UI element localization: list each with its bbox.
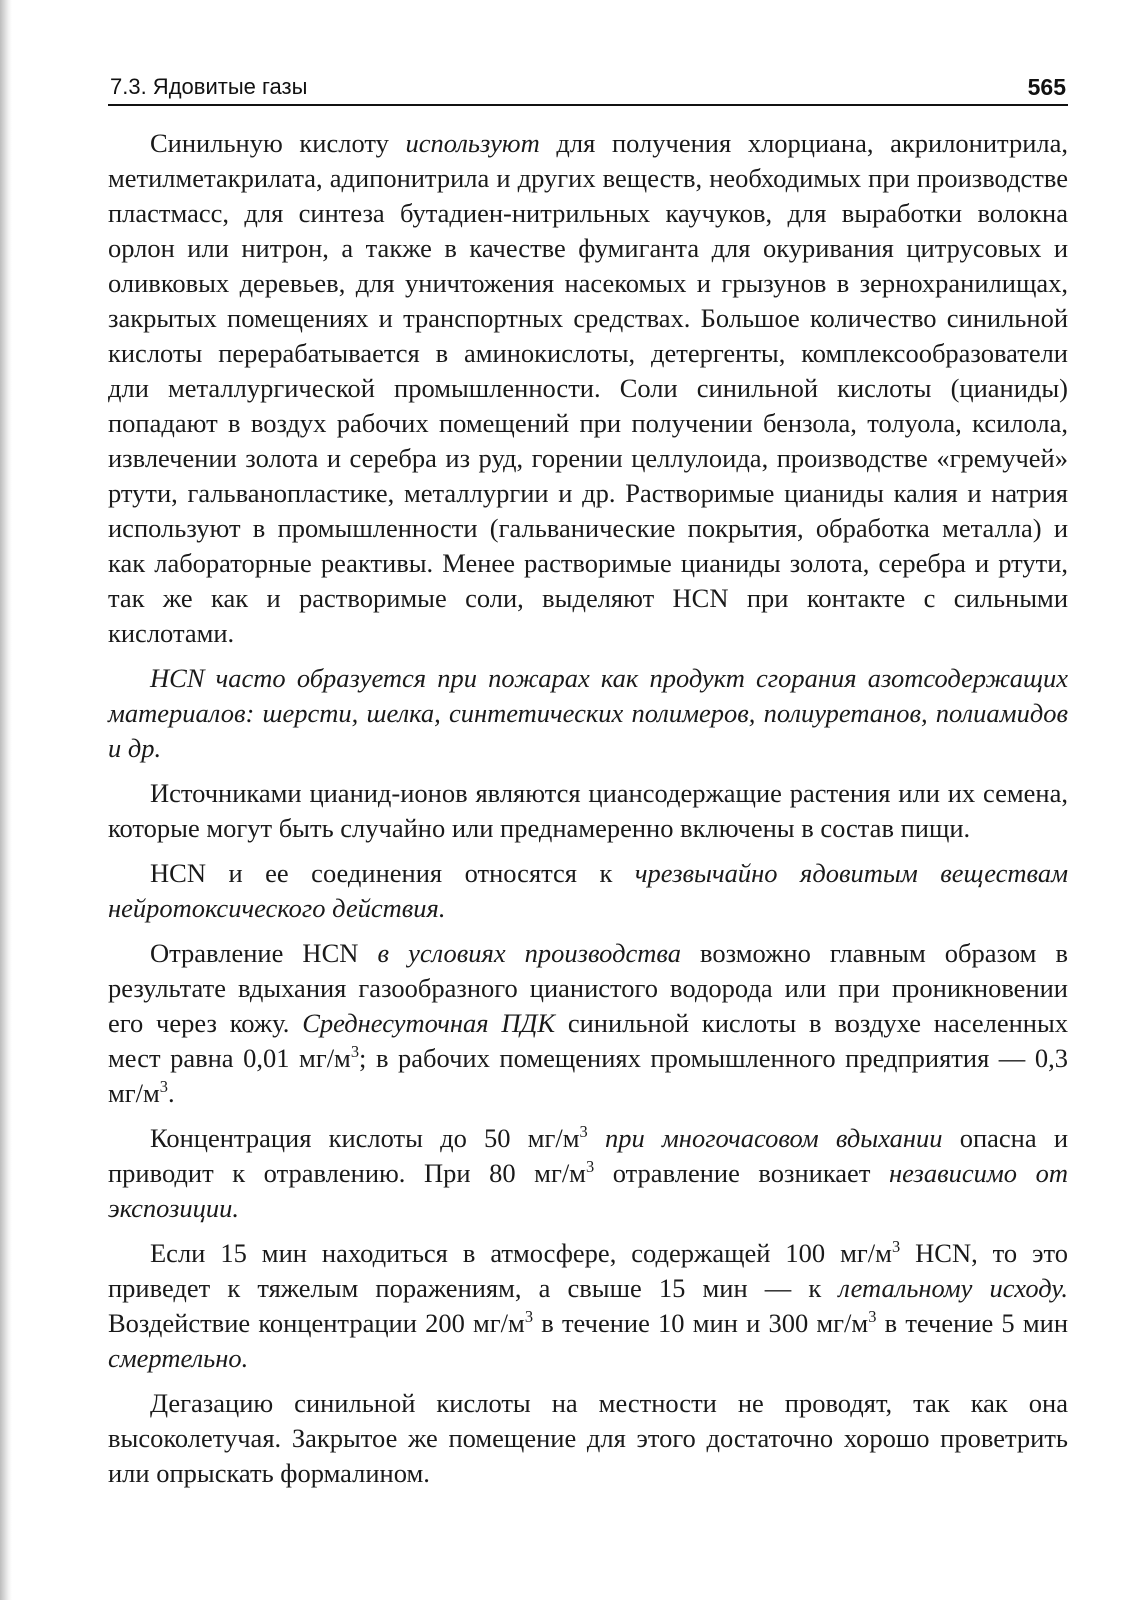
page-number: 565 bbox=[1027, 74, 1066, 100]
text-run: ; в рабочих помещениях промышленного предприятия — 0,3 мг/м bbox=[108, 1043, 1068, 1108]
italic-text: HCN часто образуется при пожарах как продукт сгорания азотсодержащих материалов: шерсти, шелка, синтетических полимеров, полиуретанов, полиамидов и др. bbox=[108, 663, 1068, 763]
superscript: 3 bbox=[579, 1122, 588, 1142]
superscript: 3 bbox=[350, 1042, 360, 1062]
italic-text: независимо от экспозиции. bbox=[108, 1158, 1068, 1223]
text-run: для получения хлорциана, акрилонитрила, метилметакрилата, адипонитрила и других веществ, необходимых при производстве пластмасс, для синтеза бутадиен-нитрильных каучуков, для выработки волокна орлон или нитрон, а также в качестве фумиганта для окуривания цитрусовых и оливковых деревьев, для уничтожения насекомых и грызунов в зернохранилищах, закрытых помещениях и транспортных средствах. Большое количество синильной кислоты перерабатывается в аминокислоты, детергенты, комплексообразователи дли металлургической промышленности. Соли синильной кислоты (цианиды) попадают в воздух рабочих помещений при получении бензола, толуола, ксилола, извлечении золота и серебра из руд, горении целлулоида, производстве «гремучей» ртути, гальванопластике, металлургии и др. Растворимые цианиды калия и натрия используют в промышленности (гальванические покрытия, обработка металла) и как лабораторные реактивы. Менее растворимые цианиды золота, серебра и ртути, так же как и растворимые соли, выделяют HCN при контакте с сильными кислотами. bbox=[108, 128, 1068, 648]
text-run: в течение 10 мин и 300 мг/м bbox=[533, 1308, 869, 1338]
paragraph bbox=[108, 1121, 1068, 1226]
paragraph bbox=[108, 126, 1068, 651]
text-run: Синильную кислоту bbox=[150, 128, 406, 158]
body-text bbox=[108, 126, 1068, 1501]
text-run: в течение 5 мин bbox=[876, 1308, 1068, 1338]
text-run: опасна и приводит к отравлению. При 80 мг/м bbox=[108, 1123, 1068, 1188]
superscript: 3 bbox=[524, 1307, 534, 1327]
running-head: 7.3. Ядовитые газы bbox=[110, 74, 308, 99]
text-run: Источниками цианид-ионов являются циансодержащие растения или их семена, которые могут быть случайно или преднамеренно включены в состав пищи. bbox=[108, 778, 1068, 843]
paragraph bbox=[108, 936, 1068, 1111]
text-run: Концентрация кислоты до 50 мг/м bbox=[150, 1123, 580, 1153]
text-run: HCN и ее соединения относятся к bbox=[150, 858, 635, 888]
italic-text: смертельно. bbox=[108, 1343, 249, 1373]
text-run: Отравление HCN bbox=[150, 938, 378, 968]
paragraph bbox=[108, 1236, 1068, 1376]
italic-text: в условиях производства bbox=[377, 938, 681, 968]
text-run: Воздействие концентрации 200 мг/м bbox=[108, 1308, 525, 1338]
superscript: 3 bbox=[891, 1237, 901, 1257]
text-run: отравление возникает bbox=[594, 1158, 889, 1188]
text-run bbox=[588, 1123, 605, 1153]
page-gutter-shadow bbox=[0, 0, 12, 1600]
italic-text: чрезвычайно ядовитым веществам нейротоксического действия. bbox=[108, 858, 1068, 923]
text-run: Дегазацию синильной кислоты на местности не проводят, так как она высоколетучая. Закрытое же помещение для этого достаточно хорошо проветрить или опрыскать формалином. bbox=[108, 1388, 1068, 1488]
superscript: 3 bbox=[868, 1307, 877, 1327]
superscript: 3 bbox=[585, 1157, 595, 1177]
text-run: Если 15 мин находиться в атмосфере, содержащей 100 мг/м bbox=[150, 1238, 892, 1268]
italic-text: летальному исходу. bbox=[838, 1273, 1069, 1303]
paragraph bbox=[108, 776, 1068, 846]
text-run: . bbox=[168, 1078, 175, 1108]
paragraph bbox=[108, 1386, 1068, 1491]
paragraph bbox=[108, 856, 1068, 926]
page-header bbox=[108, 70, 1068, 106]
text-run: HCN, то это приведет к тяжелым поражениям, а свыше 15 мин — к bbox=[108, 1238, 1068, 1303]
italic-text: Среднесуточная ПДК bbox=[302, 1008, 556, 1038]
italic-text: при многочасовом вдыхании bbox=[604, 1123, 943, 1153]
italic-text: используют bbox=[405, 128, 540, 158]
text-run: синильной кислоты в воздухе населенных мест равна 0,01 мг/м bbox=[108, 1008, 1068, 1073]
superscript: 3 bbox=[159, 1077, 168, 1097]
paragraph bbox=[108, 661, 1068, 766]
text-run: возможно главным образом в результате вдыхания газообразного цианистого водорода или при проникновении его через кожу. bbox=[108, 938, 1068, 1038]
